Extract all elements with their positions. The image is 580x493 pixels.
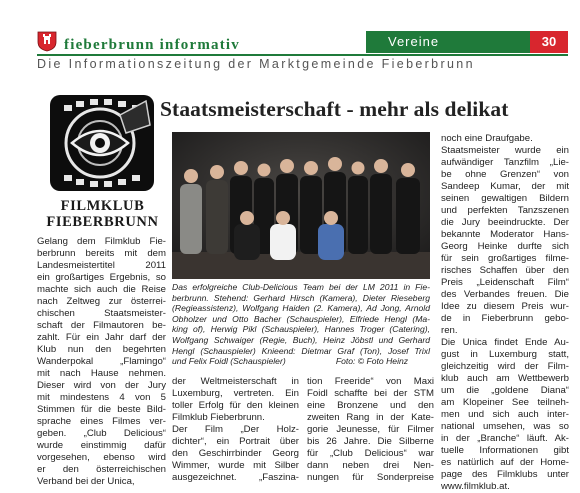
article-column-right [441, 133, 569, 493]
header-divider [37, 54, 568, 56]
text-line: gorie Jeunesse, für Filmer [307, 424, 434, 435]
text-line: dann neben drei Nen- [307, 460, 434, 471]
text-line: tuelle Informationen gibt [441, 445, 569, 456]
text-line: men und sich auch inter- [441, 409, 569, 420]
text-line: noch eine Draufgabe. [441, 133, 533, 144]
text-line: national umsehen, was so [441, 421, 569, 432]
logo-name-line2: FIEBERBRUNN [46, 214, 159, 230]
text-line: Verband bei der Unica, [37, 476, 135, 487]
text-line: Dieser wird von der Jury [37, 380, 166, 391]
caption-line: Das erfolgreiche Club-Delicious Team bei der LM 2011 in Fie- [172, 282, 430, 292]
text-line: Georg Heinke durfte sich [441, 241, 569, 252]
section-label: Vereine [366, 31, 530, 53]
caption-line: Hengl (Schauspieler) Knieend: Dietmar Graf (Ton), Josef Trixl [172, 345, 430, 356]
text-line: und perfekten Tanzszenen [441, 205, 569, 216]
municipal-crest-icon [37, 30, 57, 52]
text-line: Stimmen für die beste Bild- [37, 404, 166, 415]
team-photo-image [172, 132, 430, 279]
text-line: um die „goldene Diana“ [441, 385, 569, 396]
caption-line: und Felix Foidl (Schauspieler) Foto: © Foto Heinz [172, 356, 409, 367]
logo-name-line1: FILMKLUB [60, 198, 145, 214]
text-line: der Weltmeisterschaft in [172, 376, 299, 387]
text-line: vorgesehen, ebenso wird [37, 452, 166, 463]
text-line: www.filmklub.at. [441, 481, 510, 492]
text-line: nach Zeltweg zur österrei- [37, 296, 166, 307]
text-line: geben. „Club Delicious“ [37, 428, 166, 439]
text-line: be ohne Grenzen“ von [441, 169, 569, 180]
text-line: gleichzeitig wird der Film- [441, 361, 569, 372]
text-line: bis 26 Jahre. Die Silberne [307, 436, 434, 447]
text-line: Foidl schaffte bei der STM [307, 388, 434, 399]
text-line: am Klopeiner See teilneh- [441, 397, 569, 408]
text-line: es natürlich auf der Home- [441, 457, 569, 468]
text-line: risches Schaffen über den [441, 265, 569, 276]
text-line: für sein großartiges filme- [441, 253, 569, 264]
text-line: klub auch am Wettbewerb [441, 373, 569, 384]
text-line: de in Fieberbrunn gebo- [441, 313, 569, 324]
magazine-title: fieberbrunn informativ [64, 37, 240, 53]
text-line: Die Unica findet Ende Au- [441, 337, 569, 348]
text-line: berbrunn bereits mit dem [37, 248, 166, 259]
text-line: er den österreichischen [37, 464, 166, 475]
text-line: page des Filmklubs unter [441, 469, 569, 480]
text-line: aufwändiger Tanzfilm „Lie- [441, 157, 569, 168]
text-line: schaft der Filmautoren be- [37, 320, 166, 331]
text-line: den Geschirrbinder Georg [172, 448, 299, 459]
article-column-middle [172, 376, 299, 484]
caption-line: Wolfgang Schwaiger (Regie, Buch), Heinz Jöbstl und Gerhard [172, 334, 430, 345]
text-line: dichter“, ein Portrait über [172, 436, 299, 447]
text-line: tion Freeride“ von Maxi [307, 376, 434, 387]
text-line: Preis „Leidenschaft Film“ [441, 277, 569, 288]
text-line: gust in Luxemburg statt, [441, 349, 569, 360]
team-photo [172, 132, 430, 279]
article-headline: Staatsmeisterschaft - mehr als delikat [160, 97, 509, 121]
text-line: für „Club Delicious“ war [307, 448, 434, 459]
text-line: Sandeep Kumar, der mit [441, 181, 569, 192]
text-line: nungen für Sonderpreise [307, 472, 434, 483]
text-line: seinen gewaltigen Bildern [441, 193, 569, 204]
text-line: zweiten Rang in der Kate- [307, 412, 434, 423]
text-line: toller Erfolg für den kleinen [172, 400, 299, 411]
text-line: zahlt. Für ein Jahr darf der [37, 332, 166, 343]
text-line: in der „Branche“ läuft. Ak- [441, 433, 569, 444]
text-line: Idee zu diesem Preis wur- [441, 301, 569, 312]
text-line: Der Film „Der Holz- [172, 424, 299, 435]
text-line: Filmklub Fieberbrunn. [172, 412, 265, 423]
text-line: Staatsmeister wurde ein [441, 145, 569, 156]
text-line: Landesmeistertitel 2011 [37, 260, 166, 271]
magazine-subtitle: Die Informationszeitung der Marktgemeinde Fieberbrunn [37, 57, 475, 71]
page-number: 30 [530, 31, 568, 53]
text-line: Wanderpokal „Flamingo“ [37, 356, 166, 367]
text-line: mit nach Hause nehmen. [37, 368, 166, 379]
text-line: des Verbandes freuen. Die [441, 289, 569, 300]
text-line: Wimmer, wurde mit Silber [172, 460, 299, 471]
caption-line: Obholzer und Otto Bacher (Schauspieler), Elfriede Hengl (Ma- [172, 313, 430, 324]
text-line: Gelang dem Filmklub Fie- [37, 236, 166, 247]
text-line: Klub nun den begehrten [37, 344, 166, 355]
text-line: chischen Staatsmeister- [37, 308, 166, 319]
text-line: die Jury beeindruckte. Der [441, 217, 569, 228]
text-line: sprache eines Filmes ver- [37, 416, 166, 427]
text-line: ein großartiges Ergebnis, so [37, 272, 166, 283]
text-line: ausgezeichnet. „Faszina- [172, 472, 299, 483]
text-line: mit mindestens 4 von 5 [37, 392, 166, 403]
text-line: machte sich auch die Reise [37, 284, 166, 295]
article-column-middle-2 [307, 376, 434, 484]
text-line: wurde einstimmig dafür [37, 440, 166, 451]
caption-line: (Regieassistenz), Wolfgang Haiden (2. Kamera), Ad Jong, Arnold [172, 303, 430, 314]
text-line: Luxemburg, vertreten. Ein [172, 388, 299, 399]
filmklub-logo-icon [50, 95, 154, 191]
caption-line: berbrunn. Stehend: Gerhard Hirsch (Kamera), Dieter Rieseberg [172, 292, 430, 303]
text-line: eine Bronzene und den [307, 400, 434, 411]
text-line: ren. [441, 325, 458, 336]
caption-line: king of), Herwig Pikl (Schauspieler), Hannes Troger (Catering), [172, 324, 430, 335]
article-column-left [37, 236, 166, 488]
photo-caption [172, 282, 430, 367]
text-line: bekannte Moderator Hans- [441, 229, 569, 240]
